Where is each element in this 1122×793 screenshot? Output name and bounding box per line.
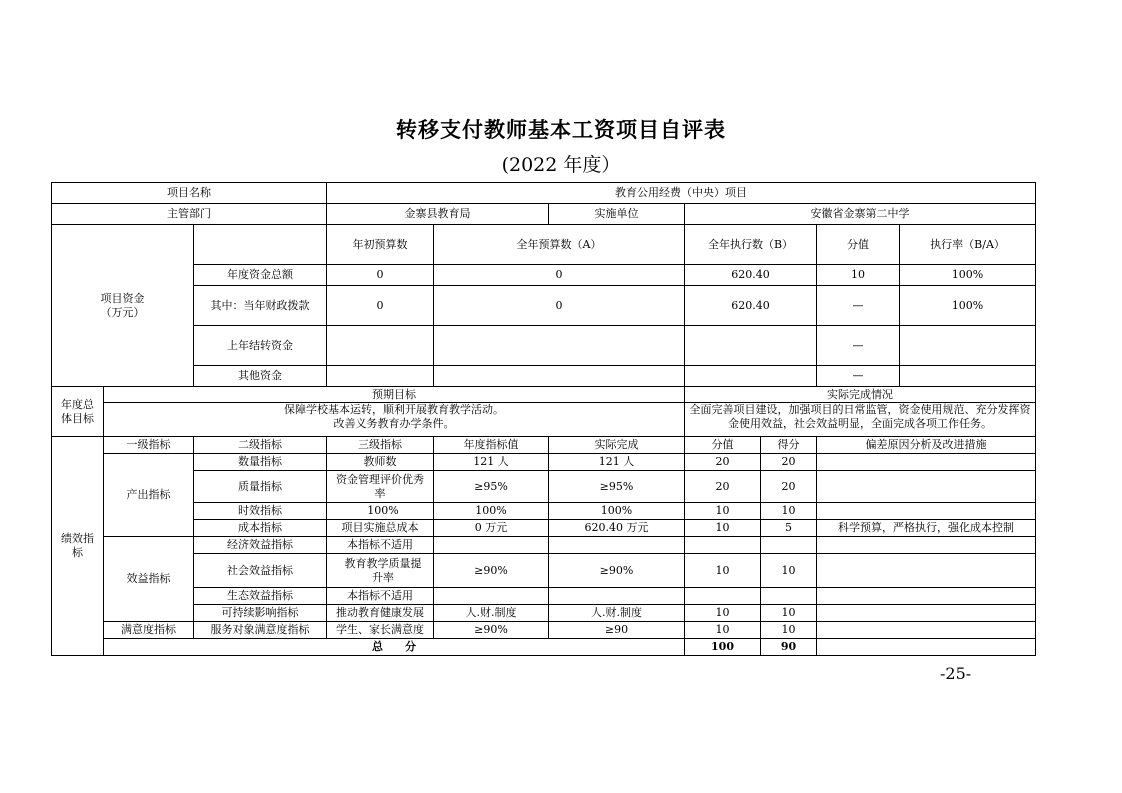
output-value: 20	[685, 454, 761, 471]
satisfaction-l2: 服务对象满意度指标	[194, 622, 327, 639]
output-l2: 时效指标	[194, 503, 327, 520]
output-actual: 121 人	[549, 454, 685, 471]
output-value: 20	[685, 471, 761, 503]
perf-header-l2: 二级指标	[194, 437, 327, 454]
benefit-indicator-label: 效益指标	[104, 537, 194, 622]
benefit-value	[685, 537, 761, 554]
perf-header-actual: 实际完成	[549, 437, 685, 454]
output-row	[52, 520, 1036, 537]
funds-header-executed: 全年执行数（B）	[685, 225, 817, 265]
benefit-actual	[549, 537, 685, 554]
page-number: -25-	[940, 664, 972, 683]
benefit-l2: 生态效益指标	[194, 588, 327, 605]
output-value: 10	[685, 503, 761, 520]
satisfaction-score: 10	[761, 622, 817, 639]
funds-header-initial: 年初预算数	[327, 225, 434, 265]
satisfaction-indicator-label: 满意度指标	[104, 622, 194, 639]
document-title: 转移支付教师基本工资项目自评表	[396, 118, 726, 142]
funds-row-executed	[685, 326, 817, 366]
funds-row-name: 上年结转资金	[194, 326, 327, 366]
goals-label: 年度总 体目标	[52, 387, 104, 437]
funds-row-name: 年度资金总额	[194, 265, 327, 286]
output-l2: 成本指标	[194, 520, 327, 537]
funds-row-executed: 620.40	[685, 286, 817, 326]
output-actual: 620.40 万元	[549, 520, 685, 537]
total-value: 100	[685, 639, 761, 656]
benefit-row	[52, 537, 1036, 554]
funds-row	[52, 286, 1036, 326]
funds-row-rate	[900, 326, 1036, 366]
funds-row	[52, 265, 1036, 286]
benefit-target	[434, 537, 549, 554]
benefit-actual	[549, 588, 685, 605]
total-label: 总 分	[104, 639, 685, 656]
output-l3: 项目实施总成本	[327, 520, 434, 537]
benefit-l3: 本指标不适用	[327, 537, 434, 554]
performance-label: 绩效指 标	[52, 437, 104, 656]
funds-row-annual: 0	[434, 286, 685, 326]
satisfaction-row	[52, 622, 1036, 639]
funds-row-score-value: —	[817, 286, 900, 326]
output-score: 20	[761, 471, 817, 503]
output-row	[52, 503, 1036, 520]
benefit-target: ≥90%	[434, 554, 549, 588]
benefit-value	[685, 588, 761, 605]
output-row	[52, 471, 1036, 503]
output-note	[817, 454, 1036, 471]
funds-row-rate: 100%	[900, 286, 1036, 326]
output-l3: 资金管理评价优秀 率	[327, 471, 434, 503]
benefit-score	[761, 588, 817, 605]
funds-row-annual: 0	[434, 265, 685, 286]
output-indicator-label: 产出指标	[104, 454, 194, 537]
satisfaction-actual: ≥90	[549, 622, 685, 639]
funds-row-initial: 0	[327, 286, 434, 326]
benefit-row	[52, 588, 1036, 605]
funds-label: 项目资金 （万元）	[52, 225, 194, 387]
benefit-target	[434, 588, 549, 605]
unit-label: 实施单位	[549, 204, 685, 225]
funds-row-score-value: —	[817, 326, 900, 366]
total-score: 90	[761, 639, 817, 656]
perf-header-value: 分值	[685, 437, 761, 454]
funds-row-score-value: —	[817, 366, 900, 387]
project-name-label: 项目名称	[52, 183, 327, 204]
output-row	[52, 454, 1036, 471]
benefit-row	[52, 605, 1036, 622]
perf-header-note: 偏差原因分析及改进措施	[817, 437, 1036, 454]
total-row	[52, 639, 1036, 656]
satisfaction-target: ≥90%	[434, 622, 549, 639]
benefit-value: 10	[685, 554, 761, 588]
benefit-note	[817, 605, 1036, 622]
funds-row-initial	[327, 326, 434, 366]
benefit-score: 10	[761, 605, 817, 622]
benefit-actual: ≥90%	[549, 554, 685, 588]
total-note	[817, 639, 1036, 656]
expected-goal-text: 保障学校基本运转，顺利开展教育教学活动。 改善义务教育办学条件。	[104, 403, 685, 437]
output-value: 10	[685, 520, 761, 537]
benefit-l2: 社会效益指标	[194, 554, 327, 588]
benefit-actual: 人.财.制度	[549, 605, 685, 622]
output-note	[817, 503, 1036, 520]
benefit-note	[817, 588, 1036, 605]
output-target: ≥95%	[434, 471, 549, 503]
funds-header-blank	[194, 225, 327, 265]
funds-row	[52, 326, 1036, 366]
dept-label: 主管部门	[52, 204, 327, 225]
funds-row-executed	[685, 366, 817, 387]
output-score: 5	[761, 520, 817, 537]
benefit-l2: 可持续影响指标	[194, 605, 327, 622]
benefit-row	[52, 554, 1036, 588]
funds-row-executed: 620.40	[685, 265, 817, 286]
expected-goal-header: 预期目标	[104, 387, 685, 403]
perf-header-l3: 三级指标	[327, 437, 434, 454]
benefit-l2: 经济效益指标	[194, 537, 327, 554]
funds-row-rate	[900, 366, 1036, 387]
benefit-l3: 推动教育健康发展	[327, 605, 434, 622]
funds-row-name: 其中：当年财政拨款	[194, 286, 327, 326]
funds-row-initial	[327, 366, 434, 387]
benefit-target: 人.财.制度	[434, 605, 549, 622]
output-l2: 数量指标	[194, 454, 327, 471]
funds-row-score-value: 10	[817, 265, 900, 286]
satisfaction-l3: 学生、家长满意度	[327, 622, 434, 639]
output-target: 121 人	[434, 454, 549, 471]
satisfaction-note	[817, 622, 1036, 639]
benefit-l3: 本指标不适用	[327, 588, 434, 605]
output-score: 10	[761, 503, 817, 520]
perf-header-target: 年度指标值	[434, 437, 549, 454]
document-subtitle: (2022 年度）	[501, 154, 621, 176]
funds-row-annual	[434, 366, 685, 387]
benefit-note	[817, 537, 1036, 554]
self-evaluation-table	[51, 182, 1036, 656]
output-l2: 质量指标	[194, 471, 327, 503]
output-l3: 教师数	[327, 454, 434, 471]
unit-value: 安徽省金寨第二中学	[685, 204, 1036, 225]
actual-completion-header: 实际完成情况	[685, 387, 1036, 403]
actual-completion-text: 全面完善项目建设，加强项目的日常监管，资金使用规范、充分发挥资金使用效益，社会效益明显，全面完成各项工作任务。	[685, 403, 1036, 437]
benefit-value: 10	[685, 605, 761, 622]
funds-header-annual: 全年预算数（A）	[434, 225, 685, 265]
benefit-note	[817, 554, 1036, 588]
output-target: 0 万元	[434, 520, 549, 537]
funds-row-initial: 0	[327, 265, 434, 286]
funds-row-name: 其他资金	[194, 366, 327, 387]
funds-row-rate: 100%	[900, 265, 1036, 286]
benefit-score: 10	[761, 554, 817, 588]
output-l3: 100%	[327, 503, 434, 520]
dept-value: 金寨县教育局	[327, 204, 549, 225]
output-score: 20	[761, 454, 817, 471]
funds-header-rate: 执行率（B/A）	[900, 225, 1036, 265]
perf-header-score: 得分	[761, 437, 817, 454]
satisfaction-value: 10	[685, 622, 761, 639]
output-target: 100%	[434, 503, 549, 520]
perf-header-l1: 一级指标	[104, 437, 194, 454]
output-actual: 100%	[549, 503, 685, 520]
funds-header-score-value: 分值	[817, 225, 900, 265]
output-note	[817, 471, 1036, 503]
output-actual: ≥95%	[549, 471, 685, 503]
benefit-score	[761, 537, 817, 554]
funds-row	[52, 366, 1036, 387]
project-name-value: 教育公用经费（中央）项目	[327, 183, 1036, 204]
benefit-l3: 教育教学质量提 升率	[327, 554, 434, 588]
funds-row-annual	[434, 326, 685, 366]
output-note: 科学预算，严格执行，强化成本控制	[817, 520, 1036, 537]
